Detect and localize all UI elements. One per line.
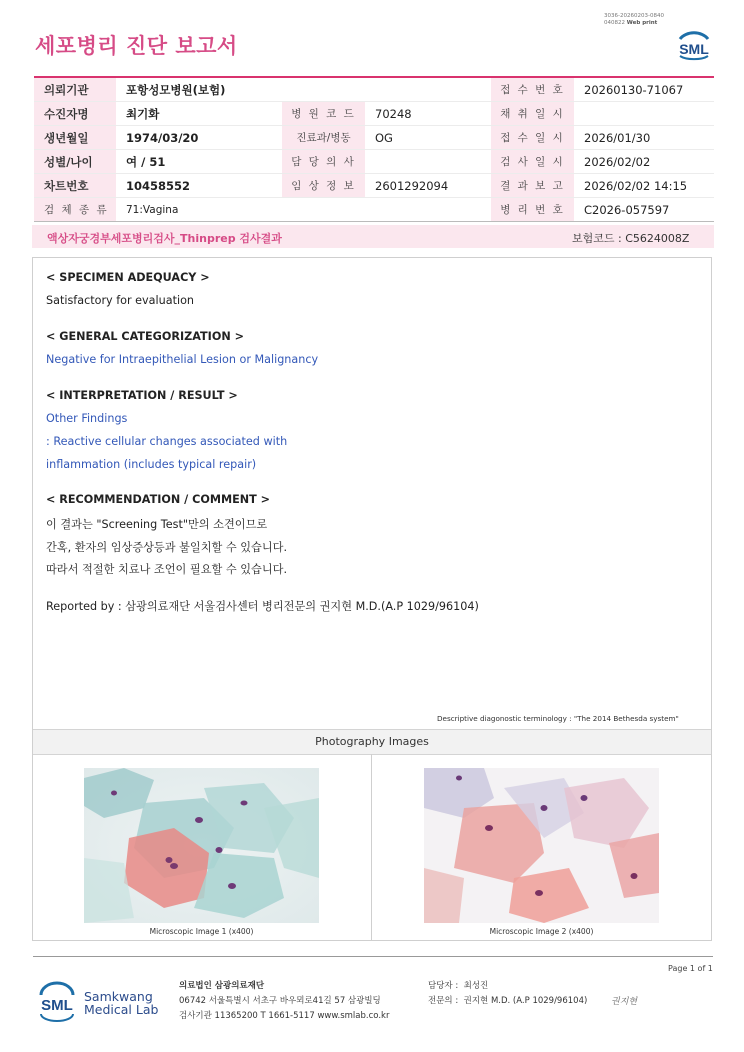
page-title: 세포병리 진단 보고서 [35, 34, 238, 58]
result-date-label: 결 과 보 고 [491, 174, 574, 198]
staff-name: 최성진 [463, 981, 489, 991]
logo-line1: Samkwang [84, 989, 153, 1004]
interp-line1: Other Findings [46, 412, 128, 425]
print-code-line2: 040822 [604, 20, 625, 26]
doctor-label: 담 당 의 사 [282, 150, 365, 174]
info-row [34, 126, 714, 150]
footer-org-block [179, 979, 389, 1024]
adequacy-heading: < SPECIMEN ADEQUACY > [46, 271, 210, 284]
test-name: 액상자궁경부세포병리검사_Thinprep 검사결과 [47, 232, 282, 245]
specimen-value: 71:Vagina [116, 198, 491, 222]
exam-date-value: 2026/02/02 [574, 150, 714, 174]
sml-footer-logo [37, 980, 77, 1022]
specimen-label: 검 체 종 류 [34, 198, 116, 222]
rec-line3: 따라서 적절한 치료나 조언이 필요할 수 있습니다. [46, 563, 288, 576]
info-row [34, 77, 714, 102]
sml-logo [674, 27, 714, 61]
staff-label: 담당자 : [428, 981, 459, 991]
category-text: Negative for Intraepithelial Lesion or Malignancy [46, 353, 319, 366]
birth-label: 생년월일 [34, 126, 116, 150]
org-name: 의료법인 삼광의료재단 [179, 981, 265, 991]
sml-logo-text: SML [679, 41, 709, 57]
dept-value: OG [365, 126, 491, 150]
patient-name-value: 최기화 [116, 102, 282, 126]
hospital-code-label: 병 원 코 드 [282, 102, 365, 126]
receipt-date-label: 접 수 일 시 [491, 126, 574, 150]
path-no-label: 병 리 번 호 [491, 198, 574, 222]
result-date-value: 2026/02/02 14:15 [574, 174, 714, 198]
receipt-no-label: 접 수 번 호 [491, 77, 574, 102]
collect-date-value [574, 102, 714, 126]
chart-no-label: 차트번호 [34, 174, 116, 198]
footer-divider [33, 956, 713, 957]
interp-line2: : Reactive cellular changes associated with [46, 435, 288, 448]
collect-date-label: 채 취 일 시 [491, 102, 574, 126]
microscopic-image-1 [84, 768, 319, 923]
request-org-label: 의뢰기관 [34, 77, 116, 102]
photo-divider [371, 754, 372, 941]
org-address: 06742 서울특별시 서초구 바우뫼로41길 57 삼광빌딩 [179, 996, 381, 1006]
sml-footer-logo-text: SML [41, 997, 73, 1014]
patient-name-label: 수진자명 [34, 102, 116, 126]
category-heading: < GENERAL CATEGORIZATION > [46, 330, 244, 343]
sex-age-label: 성별/나이 [34, 150, 116, 174]
sex-age-value: 여 / 51 [116, 150, 282, 174]
reported-by: Reported by : 삼광의료재단 서울검사센터 병리전문의 권지현 M.D.(A.P 1029/96104) [46, 600, 479, 613]
image-caption-1: Microscopic Image 1 (x400) [149, 927, 254, 936]
org-contact: 검사기관 11365200 T 1661-5117 www.smlab.co.kr [179, 1011, 390, 1021]
info-row [34, 150, 714, 174]
doctor-value [365, 150, 491, 174]
interp-line3: inflammation (includes typical repair) [46, 458, 257, 471]
info-row [34, 102, 714, 126]
image-caption-2: Microscopic Image 2 (x400) [489, 927, 594, 936]
rec-line2: 간혹, 환자의 임상증상등과 불일치할 수 있습니다. [46, 541, 288, 554]
path-no-value: C2026-057597 [574, 198, 714, 222]
signature: 권지현 [611, 997, 638, 1007]
print-code [604, 13, 664, 27]
adequacy-text: Satisfactory for evaluation [46, 294, 195, 307]
samkwang-logo-text [84, 990, 158, 1016]
specialist-label: 전문의 : [428, 996, 459, 1006]
logo-line2: Medical Lab [84, 1002, 159, 1017]
clinical-info-label: 임 상 정 보 [282, 174, 365, 198]
photo-header: Photography Images [315, 735, 429, 748]
info-row [34, 174, 714, 198]
dept-label: 진료과/병동 [282, 126, 365, 150]
microscopic-image-2 [424, 768, 659, 923]
patient-info-table [34, 76, 714, 222]
rec-heading: < RECOMMENDATION / COMMENT > [46, 493, 271, 506]
request-org-value: 포항성모병원(보험) [116, 77, 491, 102]
rec-line1: 이 결과는 "Screening Test"만의 소견이므로 [46, 518, 268, 531]
print-code-line1: 3036-20260203-0840 [604, 13, 664, 19]
hospital-code-value: 70248 [365, 102, 491, 126]
interp-heading: < INTERPRETATION / RESULT > [46, 389, 238, 402]
print-label: Web print [626, 20, 658, 26]
specialist-name: 권지현 M.D. (A.P 1029/96104) [463, 996, 588, 1006]
birth-value: 1974/03/20 [116, 126, 282, 150]
clinical-info-value: 2601292094 [365, 174, 491, 198]
chart-no-value: 10458552 [116, 174, 282, 198]
info-row [34, 198, 714, 222]
bethesda-note: Descriptive diagonostic terminology : "The 2014 Bethesda system" [437, 714, 679, 723]
receipt-no-value: 20260130-71067 [574, 77, 714, 102]
exam-date-label: 검 사 일 시 [491, 150, 574, 174]
page-number: Page 1 of 1 [668, 964, 713, 973]
footer-staff-block [428, 979, 587, 1009]
insurance-code: 보험코드 : C5624008Z [572, 232, 690, 245]
receipt-date-value: 2026/01/30 [574, 126, 714, 150]
